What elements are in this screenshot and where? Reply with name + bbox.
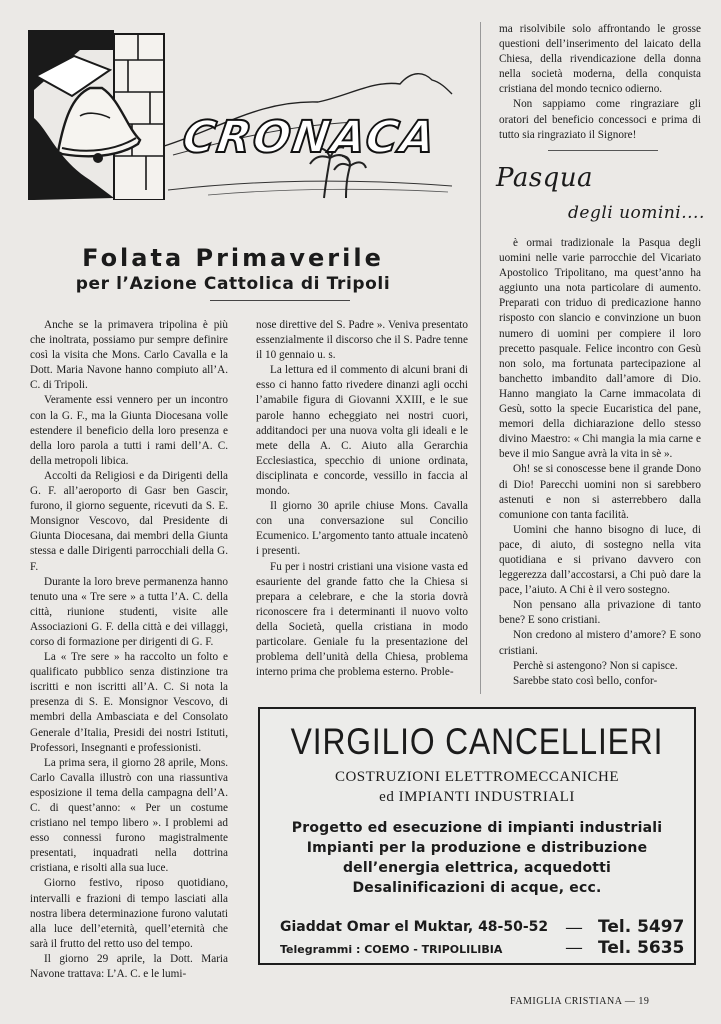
pasqua-paragraph: Oh! se si conoscesse bene il grande Dono di Dio! Parecchi uomini non si sarebbero astenuti e non si asterrebbero dalla comunione con tanta facilità.	[499, 463, 701, 521]
ad-tagline: COSTRUZIONI ELETTROMECCANICHE	[334, 769, 620, 785]
ad-service-line: Impianti per la produzione e distribuzione	[306, 840, 648, 856]
advertisement-box	[258, 707, 696, 965]
article-paragraph: Veramente essi vennero per un incontro con la G. F., ma la Giunta Diocesana volle estendere il beneficio della loro presenza e della loro parola a tutti i rami dell’A. C. della metropoli libica.	[30, 394, 228, 467]
page-footer: FAMIGLIA CRISTIANA — 19	[510, 996, 650, 1007]
ad-company-name: VIRGILIO CANCELLIERI	[290, 721, 664, 762]
pasqua-column	[499, 236, 701, 689]
article-paragraph: Fu per i nostri cristiani una visione vasta ed esauriente del grande fatto che la Chiesa si prepara a celebrare, e che la storia dovrà riconoscere fra i determinanti il nuovo volto della Società, quella cristiana in modo particolare. Geniale fu la presentazione del problema dell’unità della Chiesa, problema interno prima che problema esterno. Proble-	[256, 560, 468, 679]
article-paragraph: La prima sera, il giorno 28 aprile, Mons. Carlo Cavalla illustrò con una riassuntiva esposizione il tema della campagna dell’A. C. di quest’anno: « Per un costume cristiano nel tempo libero ». I problemi ad esso connessi furono magistralmente presentati, inquadrati nella dottrina cristiana, e risolti alla sua luce.	[30, 756, 228, 875]
pasqua-paragraph: è ormai tradizionale la Pasqua degli uomini nelle varie parrocchie del Vicariato Apostolico Tripolitano, ma quest’anno ha aggiunto una nota particolare di aumento. Preparati con triduo di predicazione hanno risposto con slancio e convinzione un buon numero di uomini per compiere il loro precetto pasquale. Felice incontro con Gesù non solo, ma fortunata partecipazione al banchetto imbandito dall’amore di Dio. Hanno mangiato la Carne immacolata di Gesù, sotto la specie Eucaristica del pane, memori della dichiarazione dello stesso divino Maestro: « Chi mangia la mia carne e beve il mio Sangue avrà la vita in sè ».	[499, 237, 701, 461]
article-paragraph: Il giorno 29 aprile, la Dott. Maria Navone trattava: L’A. C. e le lumi-	[30, 952, 228, 981]
article-paragraph: Anche se la primavera tripolina è più che inoltrata, possiamo pur sempre definire così la visita che Mons. Carlo Cavalla e la Dott. Maria Navone hanno compiuto all’A. C. di Tripoli.	[30, 319, 228, 392]
headline-divider	[210, 300, 350, 301]
ad-tagline-secondary: ed IMPIANTI INDUSTRIALI	[379, 789, 575, 805]
section-title: CRONACA	[179, 112, 441, 163]
pasqua-paragraph: Non pensano alla privazione di tanto bene? E sono cristiani.	[499, 599, 701, 627]
article-paragraph: Durante la loro breve permanenza hanno tenuto una « Tre sere » a tutta l’A. C. della città, riunione studenti, visite alle Associazioni G. F. della città e dei villaggi, corso di formazione per dirigenti di G. F.	[30, 575, 228, 648]
ad-dash: —	[566, 919, 582, 936]
pasqua-paragraph: Non credono al mistero d’amore? E sono cristiani.	[499, 629, 701, 657]
ad-service-line: dell’energia elettrica, acquedotti	[342, 860, 612, 876]
article-headline: Folata Primaverile	[82, 244, 384, 272]
ad-telephone: Tel. 5497	[598, 917, 685, 937]
pasqua-paragraph: Sarebbe stato così bello, confor-	[513, 674, 658, 687]
article-paragraph: La lettura ed il commento di alcuni brani di esso ci hanno fatto rivedere dinanzi agli occhi l’amabile figura di Giovanni XXIII, e le sue parole hanno echeggiato nei nostri cuori, additandoci per una nuova volta gli ideali e le mete della A. C. Aiuto alla Gerarchia Ecclesiastica, specchio di unione ordinata, disciplinata e concorde, vessillo in faccia al mondo.	[256, 364, 468, 498]
article-column-right	[499, 22, 701, 143]
column-divider	[480, 22, 481, 694]
pasqua-paragraph: Uomini che hanno bisogno di luce, di pace, di aiuto, di sostegno nella vita quotidiana e si privano davvero con leggerezza dall’accostarsi, a Chi può dare la pace, l’aiuto. A Chi è il vero sostegno.	[499, 523, 701, 597]
article-paragraph: Giorno festivo, riposo quotidiano, intervalli e frazioni di tempo lasciati alla nostra libera determinazione furono valutati alla luce dell’eternità, quell’eternità che sarà il frutto del retto uso del tempo.	[30, 877, 228, 950]
ad-address: Giaddat Omar el Muktar, 48-50-52	[280, 919, 549, 935]
ad-service-line: Desalinificazioni di acque, ecc.	[352, 880, 602, 896]
article-column-middle	[256, 318, 468, 680]
article-subheadline: per l’Azione Cattolica di Tripoli	[75, 274, 391, 294]
ad-telegram: Telegrammi : COEMO - TRIPOLILIBIA	[280, 943, 503, 956]
article-column-left	[30, 318, 228, 982]
article-paragraph: nose direttive del S. Padre ». Veniva presentato essenzialmente il discorso che il S. Padre tenne il 10 gennaio u. s.	[256, 319, 468, 362]
ad-dash: —	[566, 939, 582, 956]
pasqua-paragraph: Perchè si astengono? Non si capisce.	[513, 659, 678, 672]
pasqua-title: Pasqua	[496, 163, 594, 193]
section-divider	[548, 150, 658, 151]
article-paragraph: La « Tre sere » ha raccolto un folto e qualificato pubblico senza distinzione tra iscritti e non iscritti all’A. C. Si nota la presenza di S. E. Monsignor Vescovo, di membri della Ambasciata e del Consolato Generale d’Italia, Presidi dei nostri Istituti, Professori, Insegnanti e professionisti.	[30, 651, 228, 754]
article-paragraph: Accolti da Religiosi e da Dirigenti della G. F. all’aeroporto di Gasr ben Gascir, furono, il giorno seguente, ricevuti da S. E. Monsignor Vescovo, dal Presidente di Giunta Diocesana, dai membri della Giunta stessa e dalle Dirigenti parrocchiali della G. F.	[30, 469, 228, 573]
article-paragraph: Il giorno 30 aprile chiuse Mons. Cavalla con una conversazione sul Concilio Ecumenico. L’argomento tanto attuale incatenò i presenti.	[256, 500, 468, 558]
ad-service-line: Progetto ed esecuzione di impianti industriali	[291, 820, 663, 836]
pasqua-subtitle: degli uomini....	[568, 203, 705, 223]
ad-telephone-secondary: Tel. 5635	[598, 938, 685, 958]
article-paragraph: Non sappiamo come ringraziare gli oratori del beneficio concessoci e prima di tutto sia ringraziato il Signore!	[499, 98, 701, 141]
article-paragraph: ma risolvibile solo affrontando le grosse questioni dell’inserimento del laicato della Chiesa, della rivendicazione della donna nella società moderna, della conquista cristiana del mondo tecnico odierno.	[499, 23, 701, 96]
